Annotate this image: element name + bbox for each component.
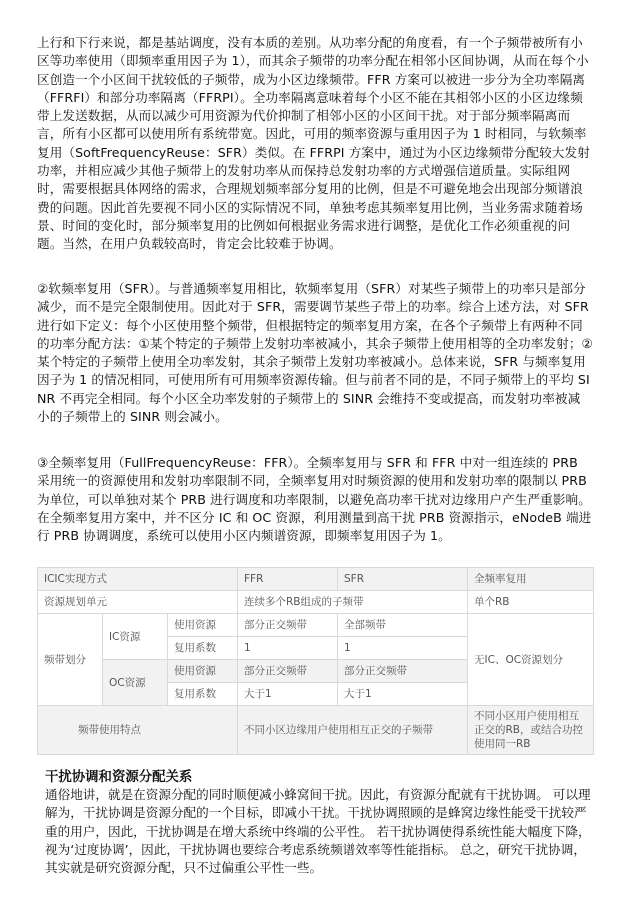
ic-use-sfr: 全部频带 bbox=[338, 614, 468, 637]
band-division-label: 频带划分 bbox=[38, 614, 103, 706]
use-resource-label: 使用资源 bbox=[168, 614, 238, 637]
feature-full-reuse: 不同小区用户使用相互正交的RB，或结合功控使用同一RB bbox=[468, 706, 594, 755]
header-full-reuse: 全频率复用 bbox=[468, 568, 594, 591]
oc-use-ffr: 部分正交频带 bbox=[238, 660, 338, 683]
table-header-row bbox=[38, 568, 594, 591]
unit-full-reuse: 单个RB bbox=[468, 591, 594, 614]
row-label-unit: 资源规划单元 bbox=[38, 591, 238, 614]
table-row bbox=[38, 706, 594, 755]
header-ffr: FFR bbox=[238, 568, 338, 591]
use-resource-label: 使用资源 bbox=[168, 660, 238, 683]
table-row bbox=[38, 591, 594, 614]
table-row bbox=[38, 614, 594, 637]
feature-ffr-sfr: 不同小区边缘用户使用相互正交的子频带 bbox=[238, 706, 468, 755]
paragraph-interference-coordination: 通俗地讲，就是在资源分配的同时顺便减小蜂窝间干扰。因此，有资源分配就有干扰协调。 可以理解为，干扰协调是资源分配的一个目标，即减小干扰。干扰协调照顾的是蜂窝边缘性能受干扰较严重的用户，因此，干扰协调是在增大系统中终端的公平性。 若干扰协调使得系统性能大幅度下降，视为‘过度协调’，因此，干扰协调也要综合考虑系统频谱效率等性能指标。 总之，研究干扰协调，其实就是研究资源分配，只不过偏重公平性一些。 bbox=[45, 787, 591, 876]
header-sfr: SFR bbox=[338, 568, 468, 591]
unit-ffr-sfr: 连续多个RB组成的子频带 bbox=[238, 591, 468, 614]
section-title: 干扰协调和资源分配关系 bbox=[45, 770, 193, 785]
icic-comparison-table bbox=[37, 567, 594, 755]
header-method: ICIC实现方式 bbox=[38, 568, 238, 591]
oc-reuse-ffr: 大于1 bbox=[238, 683, 338, 706]
paragraph-sfr: ②软频率复用（SFR）。与普通频率复用相比，软频率复用（SFR）对某些子频带上的功率只是部分减少，而不是完全限制使用。因此对于 SFR，需要调节某些子带上的功率。综合上述方法，对 SFR 进行如下定义：每个小区使用整个频带，但根据特定的频率复用方案，在各个子频带上有两种不同的功率分配方法：①某个特定的子频带上发射功率被减小，其余子频带上使用相等的全功率发射；②某个特定的子频带上使用全功率发射，其余子频带上发射功率被减小。总体来说，SFR 与频率复用因子为 1 的情况相同，可使用所有可用频率资源传输。但与前者不同的是，不同子频带上的平均 SINR 不再完全相同。每个小区全功率发射的子频带上的 SINR 会维持不变或提高，而发射功率被减小的子频带上的 SINR 则会减小。 bbox=[37, 281, 593, 425]
oc-use-sfr: 部分正交频带 bbox=[338, 660, 468, 683]
ic-reuse-sfr: 1 bbox=[338, 637, 468, 660]
paragraph-ffr: 上行和下行来说，都是基站调度，没有本质的差别。从功率分配的角度看，有一个子频带被所有小区等功率使用（即频率重用因子为 1），而其余子频带的功率分配在相邻小区间协调，从而在每个小区创造一个小区间干扰较低的子频带，成为小区边缘频带。FFR 方案可以被进一步分为全功率隔离（FFRFI）和部分功率隔离（FFRPI）。全功率隔离意味着每个小区不能在其相邻小区的小区边缘频带上发送数据，从而以减少可用资源为代价抑制了相邻小区的小区间干扰。对于部分频率隔离而言，所有小区都可以使用所有系统带宽。因此，可用的频率资源与重用因子为 1 时相同，与软频率复用（SoftFrequencyReuse：SFR）类似。在 FFRPI 方案中，通过为小区边缘频带分配较大发射功率，并相应减少其他子频带上的发射功率从而保持总发射功率的方式增强信道质量。实际组网时，需要根据具体网络的需求，合理规划频率部分复用的比例，但是不可避免地会出现部分频谱浪费的问题。因此首先要视不同小区的实际情况不同，单独考虑其频率复用比例，当业务需求随着场景、时间的变化时，部分频率复用的比例如何根据业务需求进行调整，是优化工作必须重视的问题。当然，在用户负载较高时，肯定会比较难于协调。 bbox=[37, 35, 590, 252]
reuse-factor-label: 复用系数 bbox=[168, 683, 238, 706]
ic-reuse-ffr: 1 bbox=[238, 637, 338, 660]
feature-label: 频带使用特点 bbox=[38, 706, 238, 755]
no-ic-oc-division: 无IC、OC资源划分 bbox=[468, 614, 594, 706]
oc-resource-label: OC资源 bbox=[103, 660, 168, 706]
ic-resource-label: IC资源 bbox=[103, 614, 168, 660]
paragraph-full-reuse: ③全频率复用（FullFrequencyReuse：FFR）。全频率复用与 SFR 和 FFR 中对一组连续的 PRB 采用统一的资源使用和发射功率限制不同，全频率复用对时频资源的使用和发射功率的限制以 PRB 为单位，可以单独对某个 PRB 进行调度和功率限制，以避免高功率干扰对边缘用户产生严重影响。在全频率复用方案中，并不区分 IC 和 OC 资源，利用测量到高干扰 PRB 资源指示，eNodeB 端进行 PRB 协调调度，系统可以使用小区内频谱资源，即频率复用因子为 1。 bbox=[37, 455, 592, 544]
oc-reuse-sfr: 大于1 bbox=[338, 683, 468, 706]
reuse-factor-label: 复用系数 bbox=[168, 637, 238, 660]
ic-use-ffr: 部分正交频带 bbox=[238, 614, 338, 637]
